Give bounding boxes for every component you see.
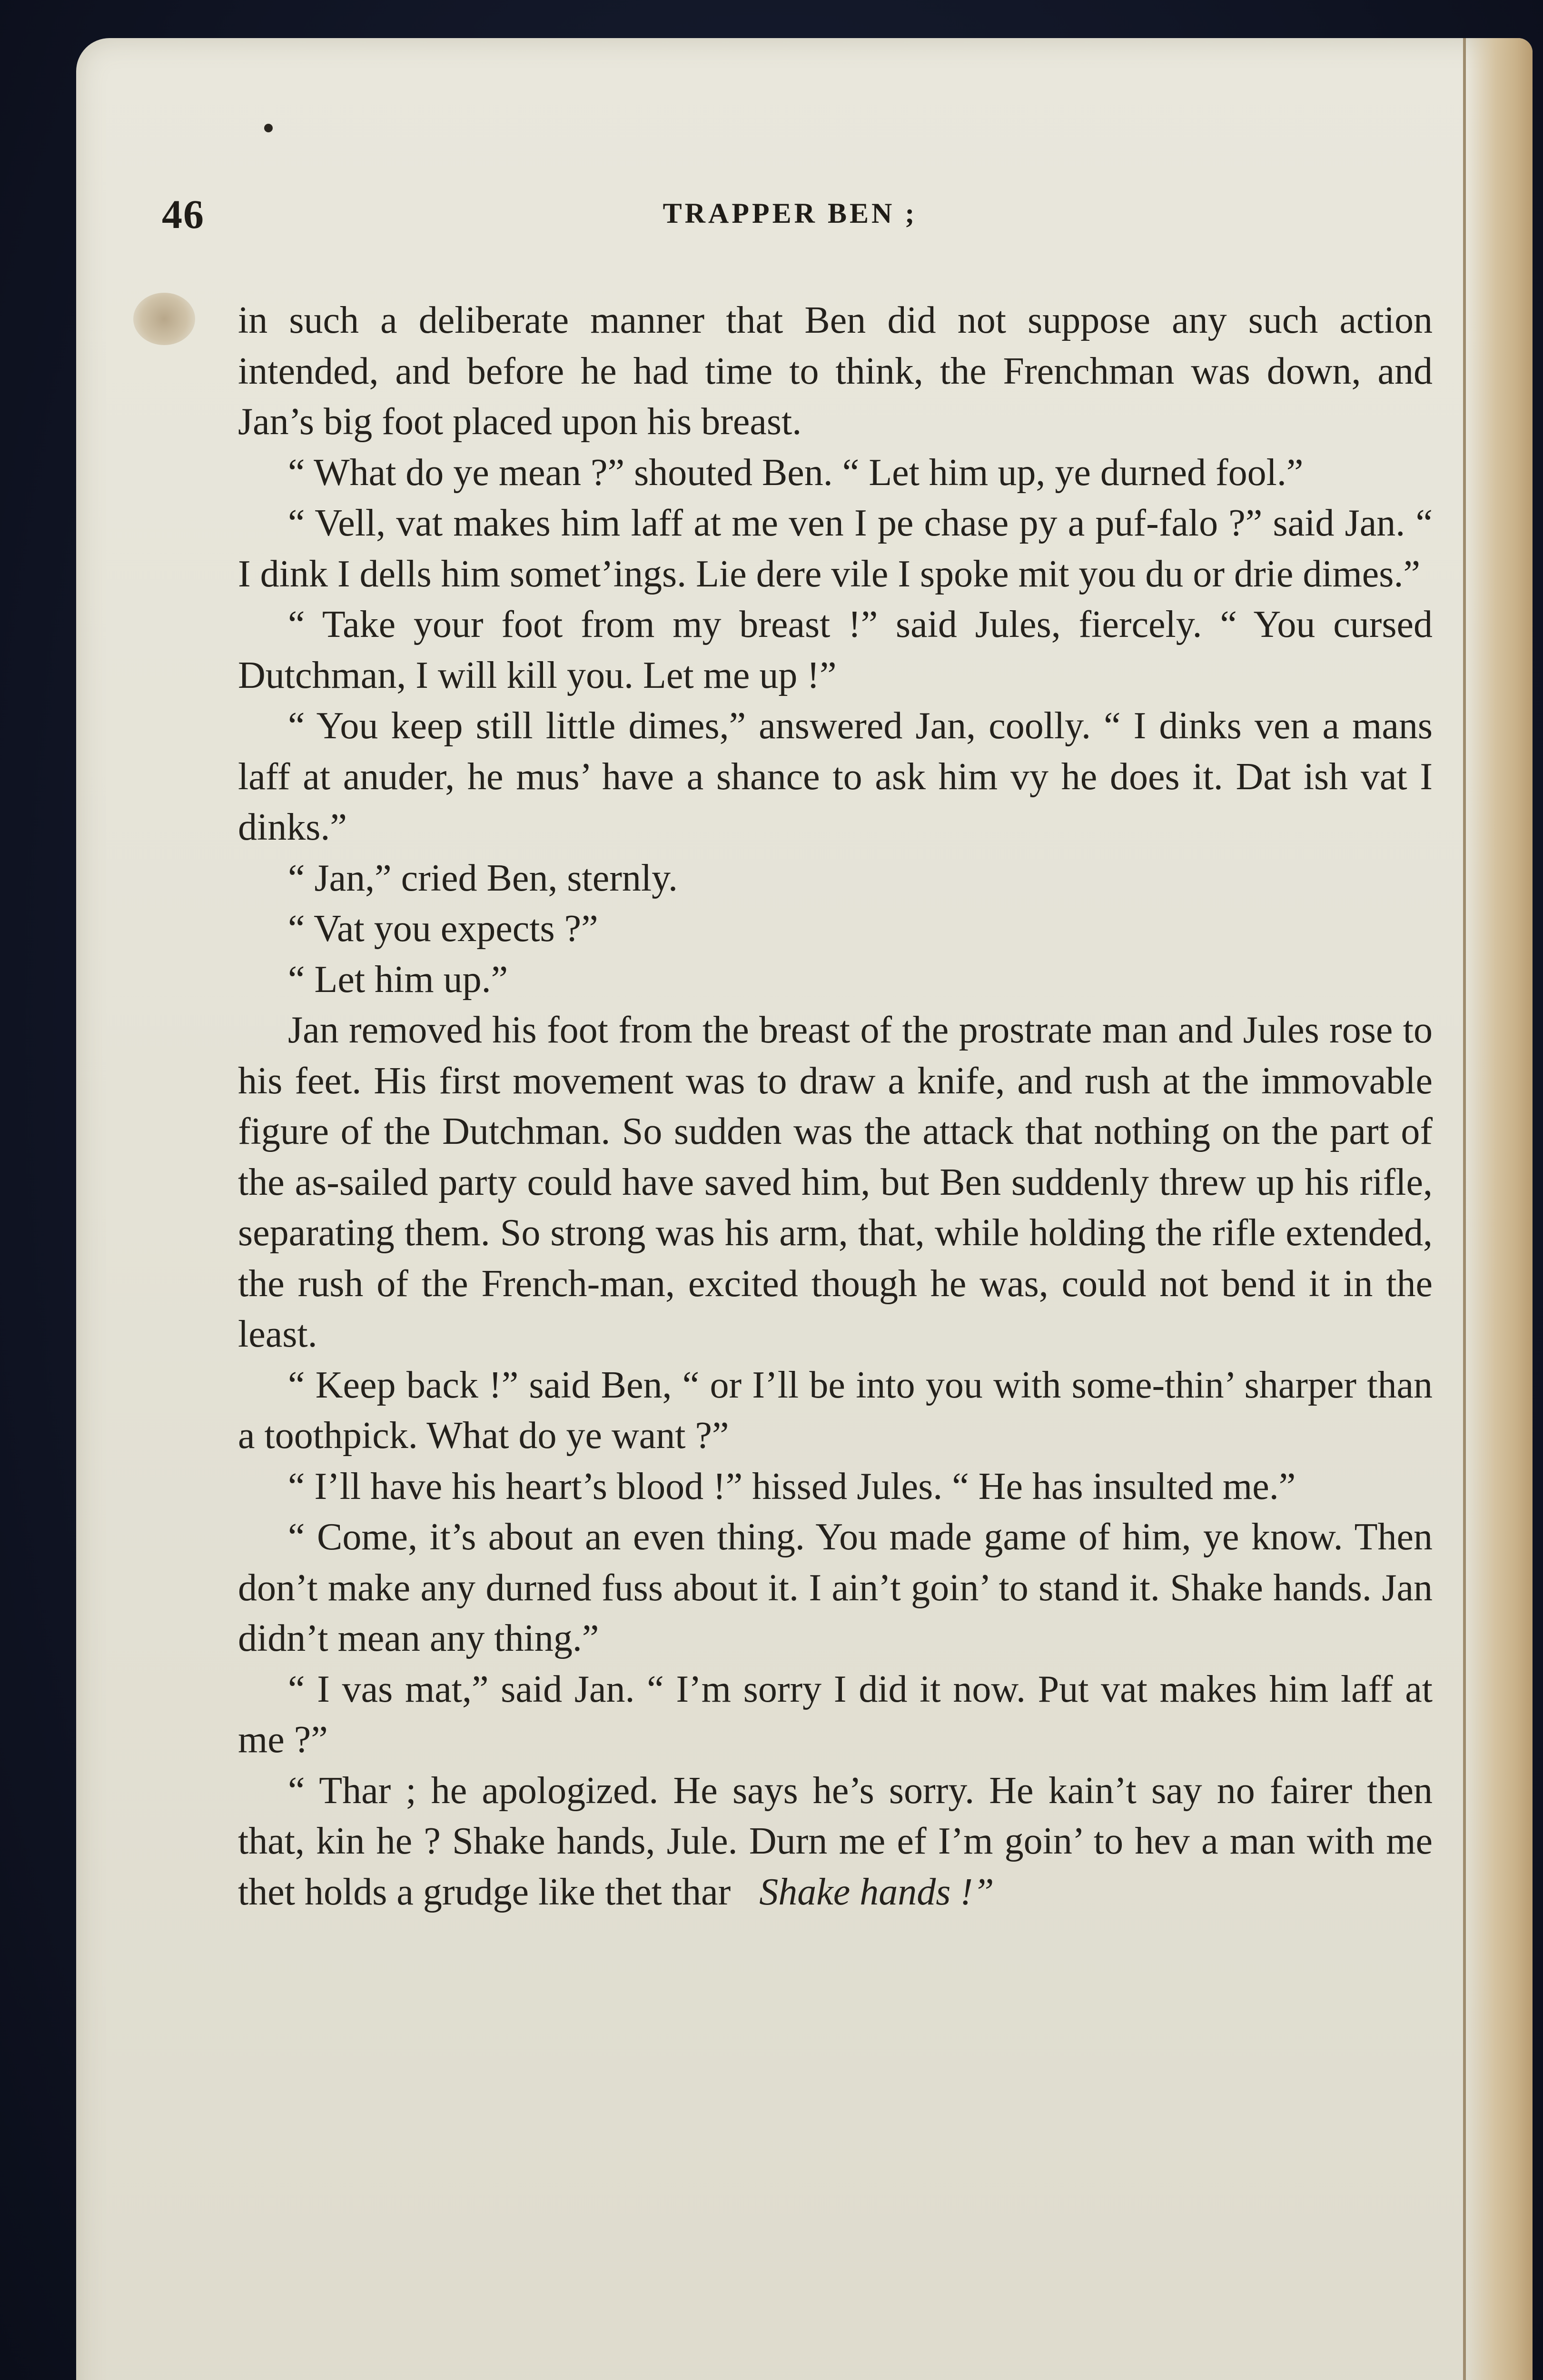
paragraph-continuation: in such a deliberate manner that Ben did not suppose any such action intended, and before he had time to think, the Frenchman was down, and Jan’s big foot placed upon his breast. — [238, 299, 1433, 443]
paragraph: Jan removed his foot from the breast of the prostrate man and Jules rose to his feet. His first movement was to draw a knife, and rush at the immovable figure of the Dutchman. So sudden was the attack that nothing on the part of the as-sailed party could have saved him, but Ben suddenly threw up his rifle, separating them. So strong was his arm, that, while holding the rifle extended, the rush of the French-man, excited though he was, could not bend it in the least. — [238, 1009, 1433, 1355]
paragraph: “ I’ll have his heart’s blood !” hissed Jules. “ He has insulted me.” — [288, 1465, 1296, 1507]
paragraph: “ You keep still little dimes,” answered Jan, coolly. “ I dinks ven a mans laff at anuder, he mus’ have a shance to ask him vy he does it. Dat ish vat I dinks.” — [238, 705, 1433, 848]
running-head: TRAPPER BEN ; — [663, 198, 918, 229]
italic-shake-hands: Shake hands !” — [759, 1871, 994, 1913]
paragraph: “ What do ye mean ?” shouted Ben. “ Let him up, ye durned fool.” — [288, 451, 1304, 494]
paragraph: “ Vat you expects ?” — [288, 908, 598, 950]
paragraph-final-text: “ Thar ; he apologized. He says he’s sorry. He kain’t say no fairer then that, kin he ? Shake hands, Jule. Durn me ef I’m goin’ to hev a man with me thet holds a grudge like thet thar — [238, 1769, 1433, 1913]
paragraph: “ Come, it’s about an even thing. You made game of him, ye know. Then don’t make any durned fuss about it. I ain’t goin’ to stand it. Shake hands. Jan didn’t mean any thing.” — [238, 1516, 1433, 1659]
ink-dot — [264, 124, 273, 132]
paragraph: “ Let him up.” — [288, 958, 508, 1001]
paragraph: “ I vas mat,” said Jan. “ I’m sorry I did it now. Put vat makes him laff at me ?” — [238, 1668, 1433, 1761]
body-text — [238, 295, 1433, 1917]
page-number: 46 — [162, 191, 205, 237]
paragraph: “ Take your foot from my breast !” said Jules, fiercely. “ You cursed Dutchman, I will kill you. Let me up !” — [238, 604, 1433, 696]
page-header — [162, 190, 1418, 248]
page-edge — [1463, 38, 1533, 2380]
paragraph: “ Jan,” cried Ben, sternly. — [288, 857, 678, 899]
paper-stain — [133, 293, 195, 345]
paragraph: “ Keep back !” said Ben, “ or I’ll be into you with some-thin’ sharper than a toothpick. What do ye want ?” — [238, 1364, 1433, 1457]
paragraph: “ Vell, vat makes him laff at me ven I pe chase py a puf-falo ?” said Jan. “ I dink I dells him somet’ings. Lie dere vile I spoke mit you du or drie dimes.” — [238, 502, 1433, 595]
paragraph-final — [238, 1765, 1433, 1918]
